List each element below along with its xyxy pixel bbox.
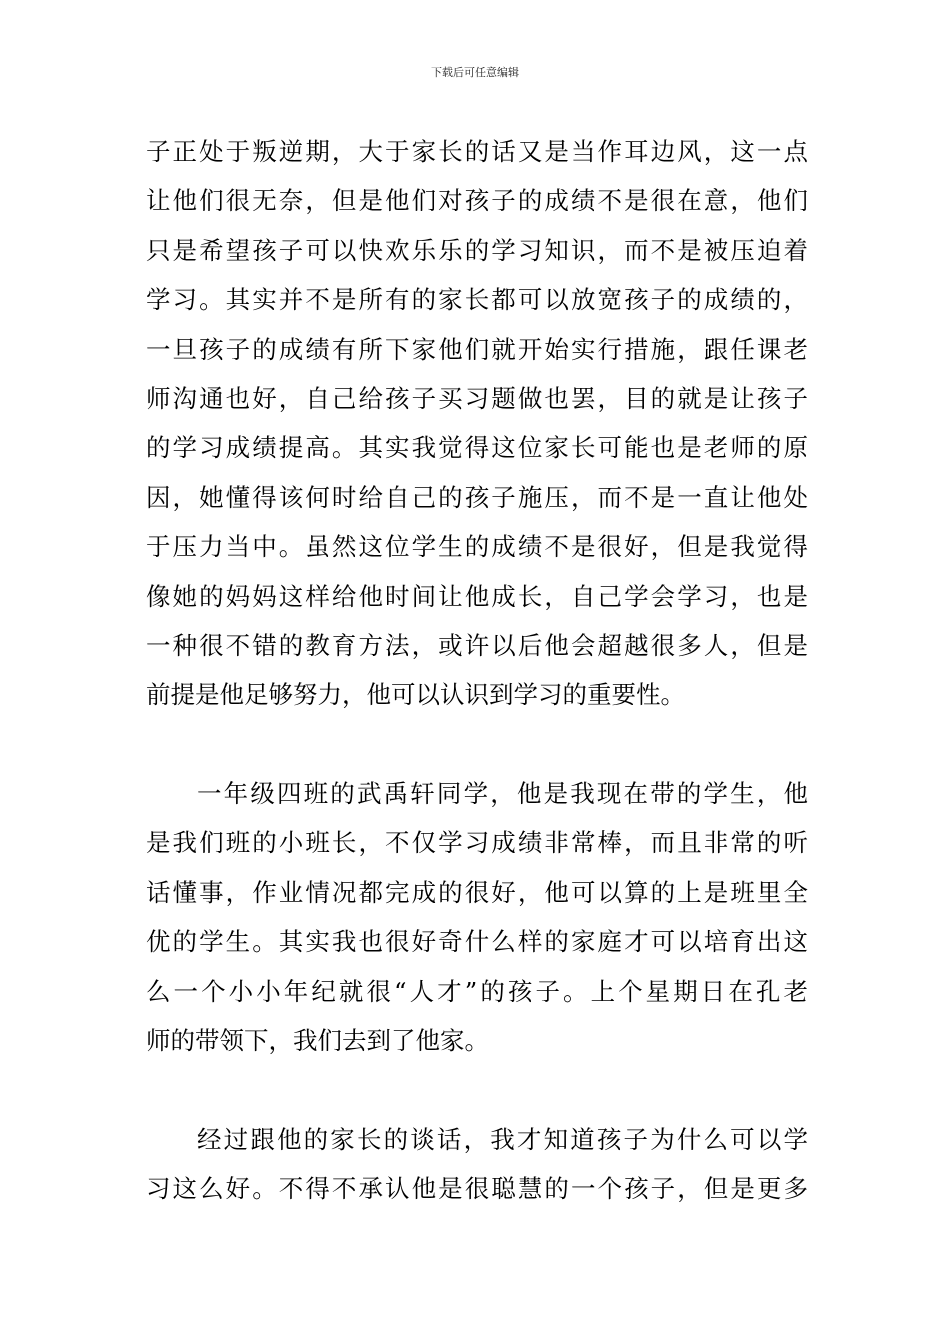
text-line: 一种很不错的教育方法，或许以后他会超越很多人，但是 (146, 630, 808, 660)
text-line: 的学习成绩提高。其实我觉得这位家长可能也是老师的原 (146, 433, 808, 463)
paragraph-3 (146, 1115, 808, 1214)
paragraph-spacer (146, 720, 808, 769)
text-line: 么一个小小年纪就很“人才”的孩子。上个星期日在孔老 (146, 976, 808, 1006)
paragraph-spacer (146, 1065, 808, 1114)
page-header: 下载后可任意编辑 (431, 66, 519, 79)
text-line: 于压力当中。虽然这位学生的成绩不是很好，但是我觉得 (146, 532, 808, 562)
text-line: 一年级四班的武禹轩同学，他是我现在带的学生，他 (197, 779, 808, 809)
paragraph-1 (146, 127, 808, 720)
paragraph-2 (146, 769, 808, 1065)
text-line: 只是希望孩子可以快欢乐乐的学习知识，而不是被压迫着 (146, 235, 808, 265)
text-line: 因，她懂得该何时给自己的孩子施压，而不是一直让他处 (146, 482, 808, 512)
text-line: 让他们很无奈，但是他们对孩子的成绩不是很在意，他们 (146, 186, 808, 216)
text-line: 是我们班的小班长，不仅学习成绩非常棒，而且非常的听 (146, 828, 808, 858)
text-line: 一旦孩子的成绩有所下家他们就开始实行措施，跟任课老 (146, 334, 808, 364)
text-line: 前提是他足够努力，他可以认识到学习的重要性。 (146, 680, 685, 710)
text-line: 像她的妈妈这样给他时间让他成长，自己学会学习，也是 (146, 581, 808, 611)
text-line: 习这么好。不得不承认他是很聪慧的一个孩子，但是更多 (146, 1174, 808, 1204)
text-line: 经过跟他的家长的谈话，我才知道孩子为什么可以学 (197, 1124, 808, 1154)
text-line: 学习。其实并不是所有的家长都可以放宽孩子的成绩的， (146, 285, 808, 315)
text-line: 优的学生。其实我也很好奇什么样的家庭才可以培育出这 (146, 927, 808, 957)
text-line: 子正处于叛逆期，大于家长的话又是当作耳边风，这一点 (146, 137, 808, 166)
text-line: 话懂事，作业情况都完成的很好，他可以算的上是班里全 (146, 877, 808, 907)
text-line: 师的带领下，我们去到了他家。 (146, 1026, 489, 1056)
document-body (146, 127, 808, 1214)
text-line: 师沟通也好，自己给孩子买习题做也罢，目的就是让孩子 (146, 383, 808, 413)
